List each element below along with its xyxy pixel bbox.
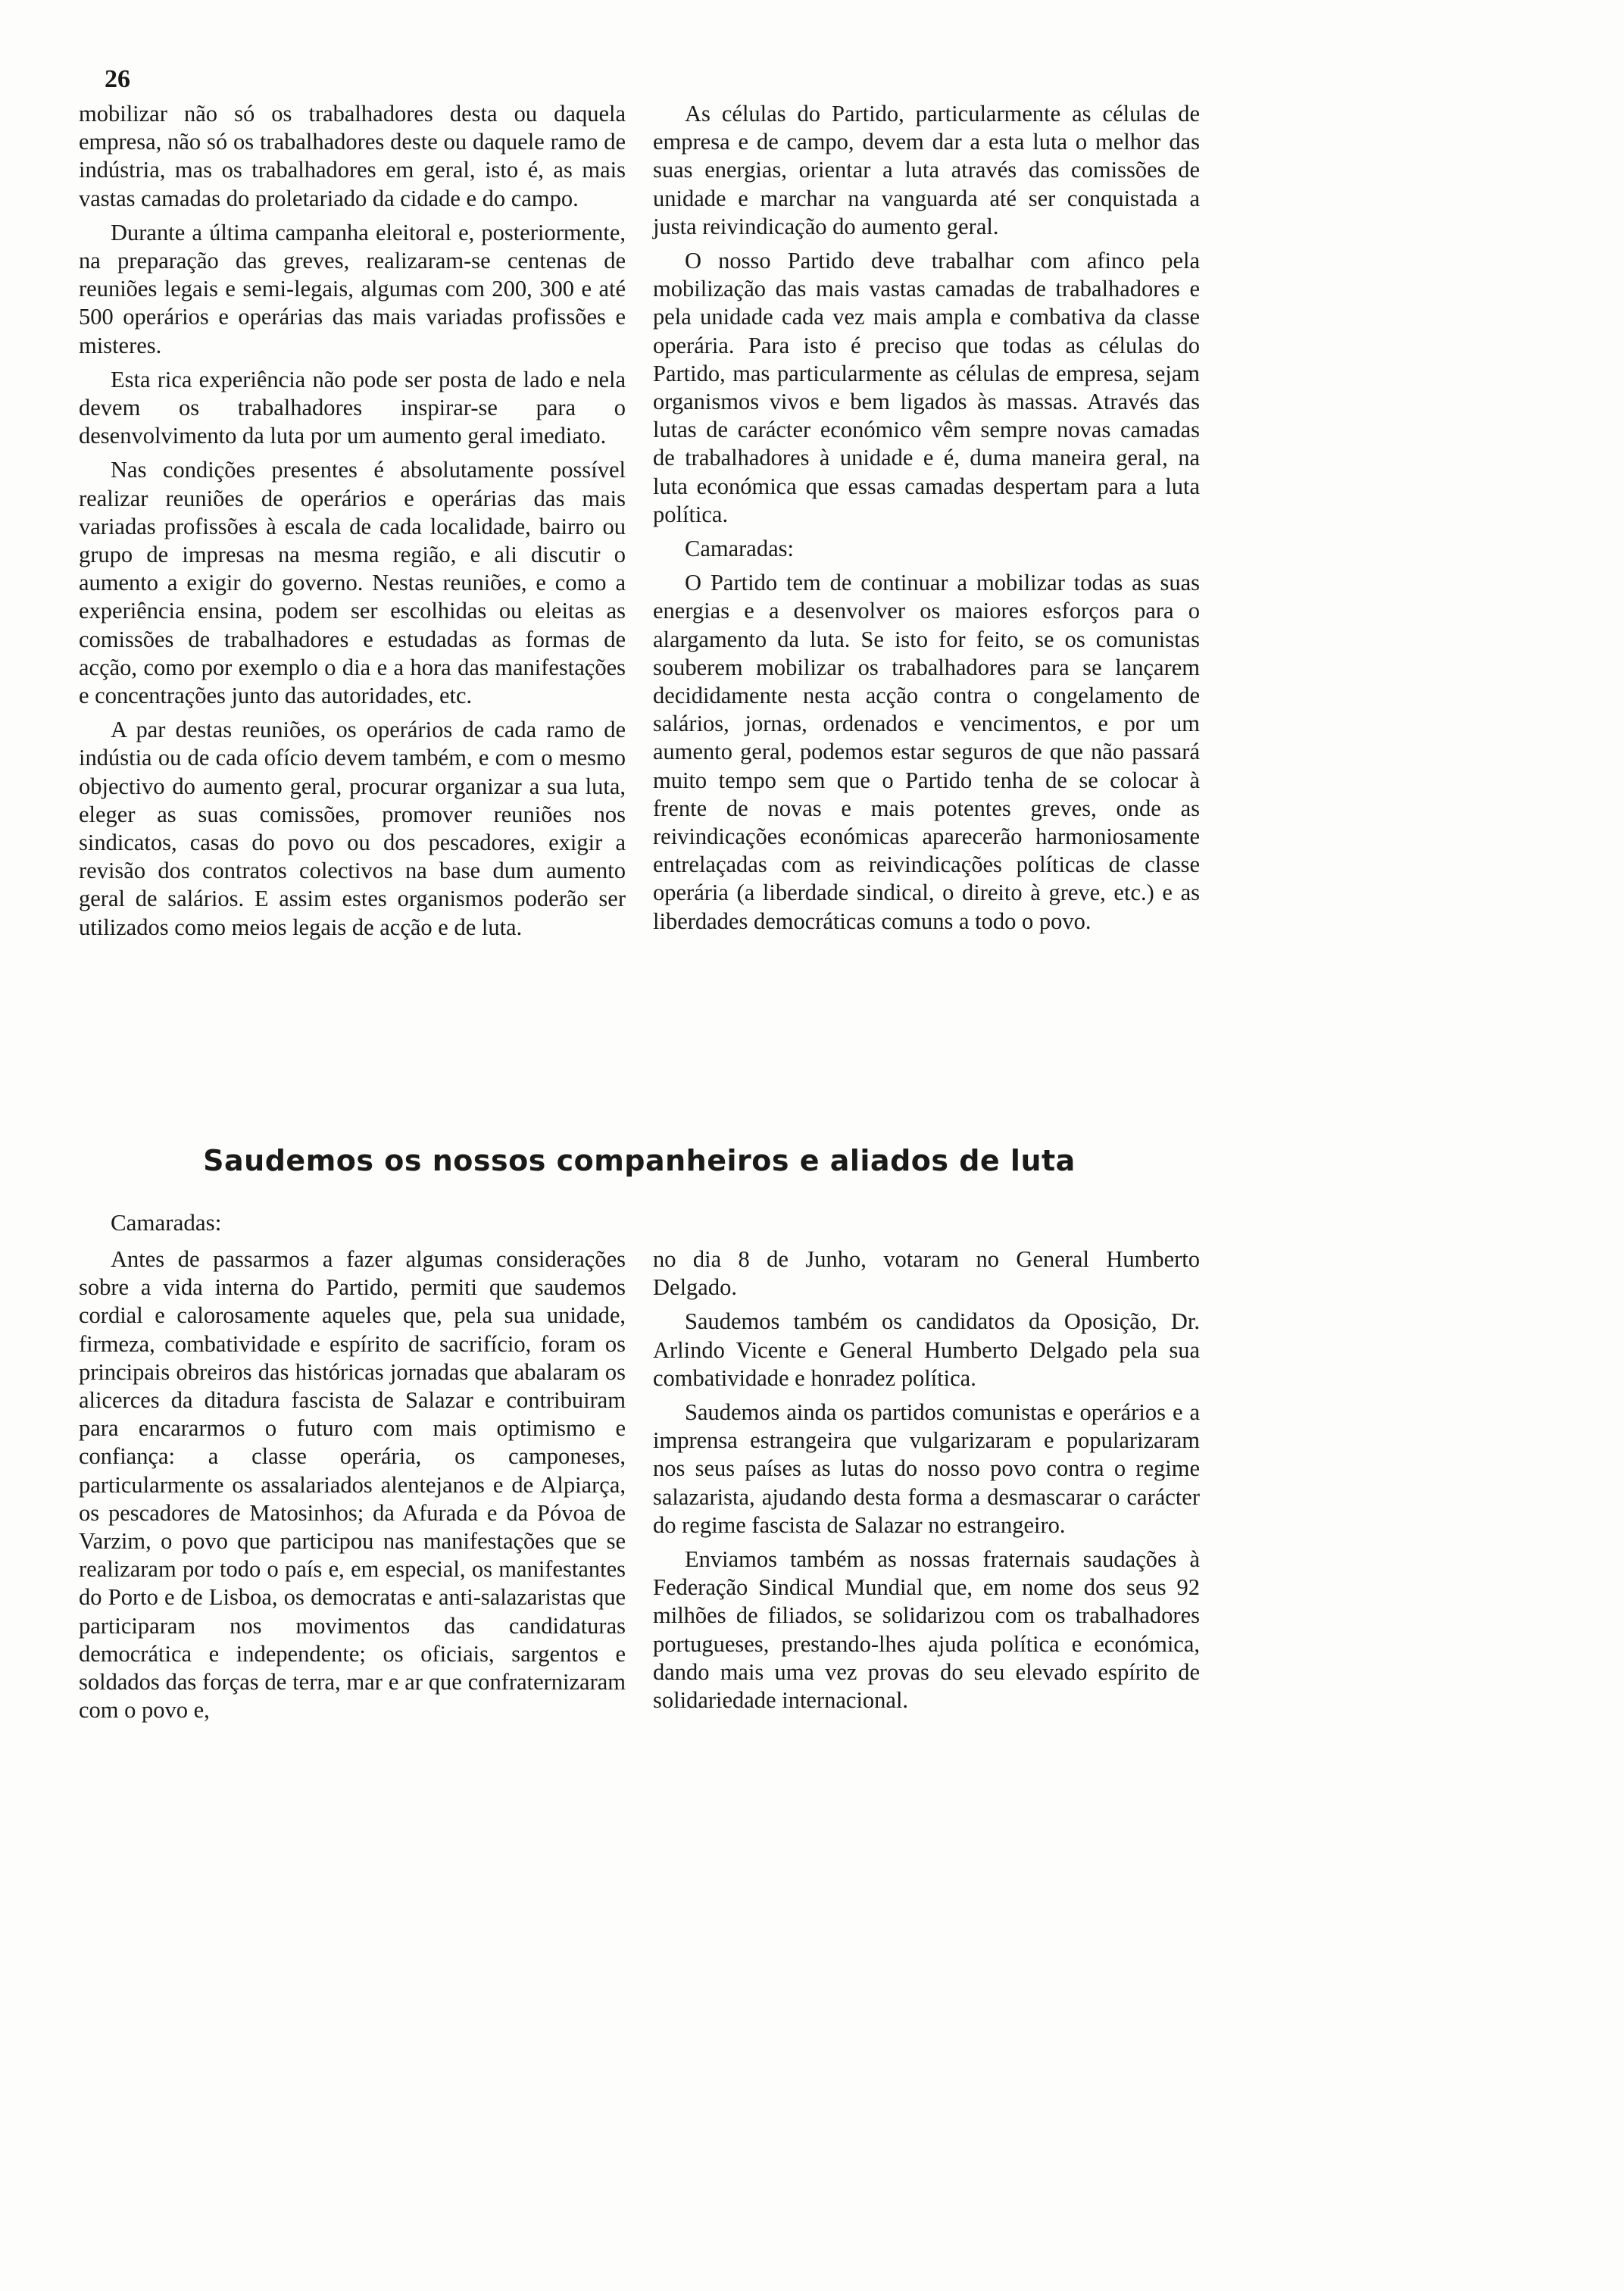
bottom-right-column [653, 1246, 1200, 1721]
paragraph: no dia 8 de Junho, votaram no General Humberto Delgado. [653, 1246, 1200, 1301]
salutation: Camaradas: [111, 1209, 222, 1236]
paragraph: A par destas reuniões, os operários de cada ramo de indústia ou de cada ofício devem também, e com o mesmo objectivo do aumento geral, procurar organizar a sua luta, eleger as suas comissões, promover reuniões nos sindicatos, casas do povo ou dos pescadores, exigir a revisão dos contratos colectivos na base dum aumento geral de salários. E assim estes organismos poderão ser utilizados como meios legais de acção e de luta. [79, 717, 626, 940]
paragraph: Saudemos também os candidatos da Oposição, Dr. Arlindo Vicente e General Humberto Delgado pela sua combatividade e honradez política. [653, 1308, 1200, 1391]
top-right-column [653, 100, 1200, 942]
top-left-column [79, 100, 626, 948]
bottom-left-column [79, 1246, 626, 1730]
paragraph: Esta rica experiência não pode ser posta de lado e nela devem os trabalhadores inspirar-se para o desenvolvimento da luta por um aumento geral imediato. [79, 366, 626, 449]
paragraph: Durante a última campanha eleitoral e, posteriormente, na preparação das greves, realizaram-se centenas de reuniões legais e semi-legais, algumas com 200, 300 e até 500 operários e operárias das mais variadas profissões e misteres. [79, 219, 626, 358]
paragraph: O Partido tem de continuar a mobilizar todas as suas energias e a desenvolver os maiores esforços para o alargamento da luta. Se isto for feito, se os comunistas souberem mobilizar os trabalhadores para se lançarem decididamente nesta acção contra o congelamento de salários, jornas, ordenados e vencimentos, e por um aumento geral, podemos estar seguros de que não passará muito tempo sem que o Partido tenha de se colocar à frente de novas e mais potentes greves, onde as reivindicações económicas aparecerão harmoniosamente entrelaçadas com as reivindicações políticas de classe operária (a liberdade sindical, o direito à greve, etc.) e as liberdades democráticas comuns a todo o povo. [653, 570, 1200, 934]
paragraph: O nosso Partido deve trabalhar com afinco pela mobilização das mais vastas camadas de trabalhadores e pela unidade cada vez mais ampla e combativa da classe operária. Para isto é preciso que todas as células do Partido, mas particularmente as células de empresa, sejam organismos vivos e bem ligados às massas. Através das lutas de carácter económico vêm sempre novas camadas de trabalhadores à unidade e é, duma maneira geral, na luta económica que essas camadas despertam para a luta política. [653, 248, 1200, 527]
paragraph: Nas condições presentes é absolutamente possível realizar reuniões de operários e operárias das mais variadas profissões à escala de cada localidade, bairro ou grupo de impresas na mesma região, e ali discutir o aumento a exigir do governo. Nestas reuniões, e como a experiência ensina, podem ser escolhidas ou eleitas as comissões de trabalhadores e estudadas as formas de acção, como por exemplo o dia e a hora das manifestações e concentrações junto das autoridades, etc. [79, 457, 626, 709]
section-heading: Saudemos os nossos companheiros e aliados de luta [203, 1144, 1076, 1177]
paragraph: mobilizar não só os trabalhadores desta ou daquela empresa, não só os trabalhadores deste ou daquele ramo de indústria, mas os trabalhadores em geral, isto é, as mais vastas camadas do proletariado da cidade e do campo. [79, 101, 626, 211]
paragraph: As células do Partido, particularmente as células de empresa e de campo, devem dar a esta luta o melhor das suas energias, orientar a luta através das comissões de unidade e marchar na vanguarda até ser conquistada a justa reivindicação do aumento geral. [653, 101, 1200, 239]
paragraph: Antes de passarmos a fazer algumas considerações sobre a vida interna do Partido, permiti que saudemos cordial e calorosamente aqueles que, pela sua unidade, firmeza, combatividade e espírito de sacrifício, foram os principais obreiros das históricas jornadas que abalaram os alicerces da ditadura fascista de Salazar e contribuiram para encararmos o futuro com mais optimismo e confiança: a classe operária, os camponeses, particularmente os assalariados alentejanos e de Alpiarça, os pescadores de Matosinhos; da Afurada e da Póvoa de Varzim, o povo que participou nas manifestações que se realizaram por todo o país e, em especial, os manifestantes do Porto e de Lisboa, os democratas e anti-salazaristas que participaram nos movimentos das candidaturas democrática e independente; os oficiais, sargentos e soldados das forças de terra, mar e ar que confraternizaram com o povo e, [79, 1246, 626, 1724]
paragraph: Camaradas: [685, 536, 794, 562]
paragraph: Saudemos ainda os partidos comunistas e operários e a imprensa estrangeira que vulgarizaram e popularizaram nos seus países as lutas do nosso povo contra o regime salazarista, ajudando desta forma a desmascarar o carácter do regime fascista de Salazar no estrangeiro. [653, 1399, 1200, 1538]
page-number: 26 [105, 65, 130, 93]
paragraph: Enviamos também as nossas fraternais saudações à Federação Sindical Mundial que, em nome dos seus 92 milhões de filiados, se solidarizou com os trabalhadores portugueses, prestando-lhes ajuda política e económica, dando mais uma vez provas do seu elevado espírito de solidariedade internacional. [653, 1546, 1200, 1714]
